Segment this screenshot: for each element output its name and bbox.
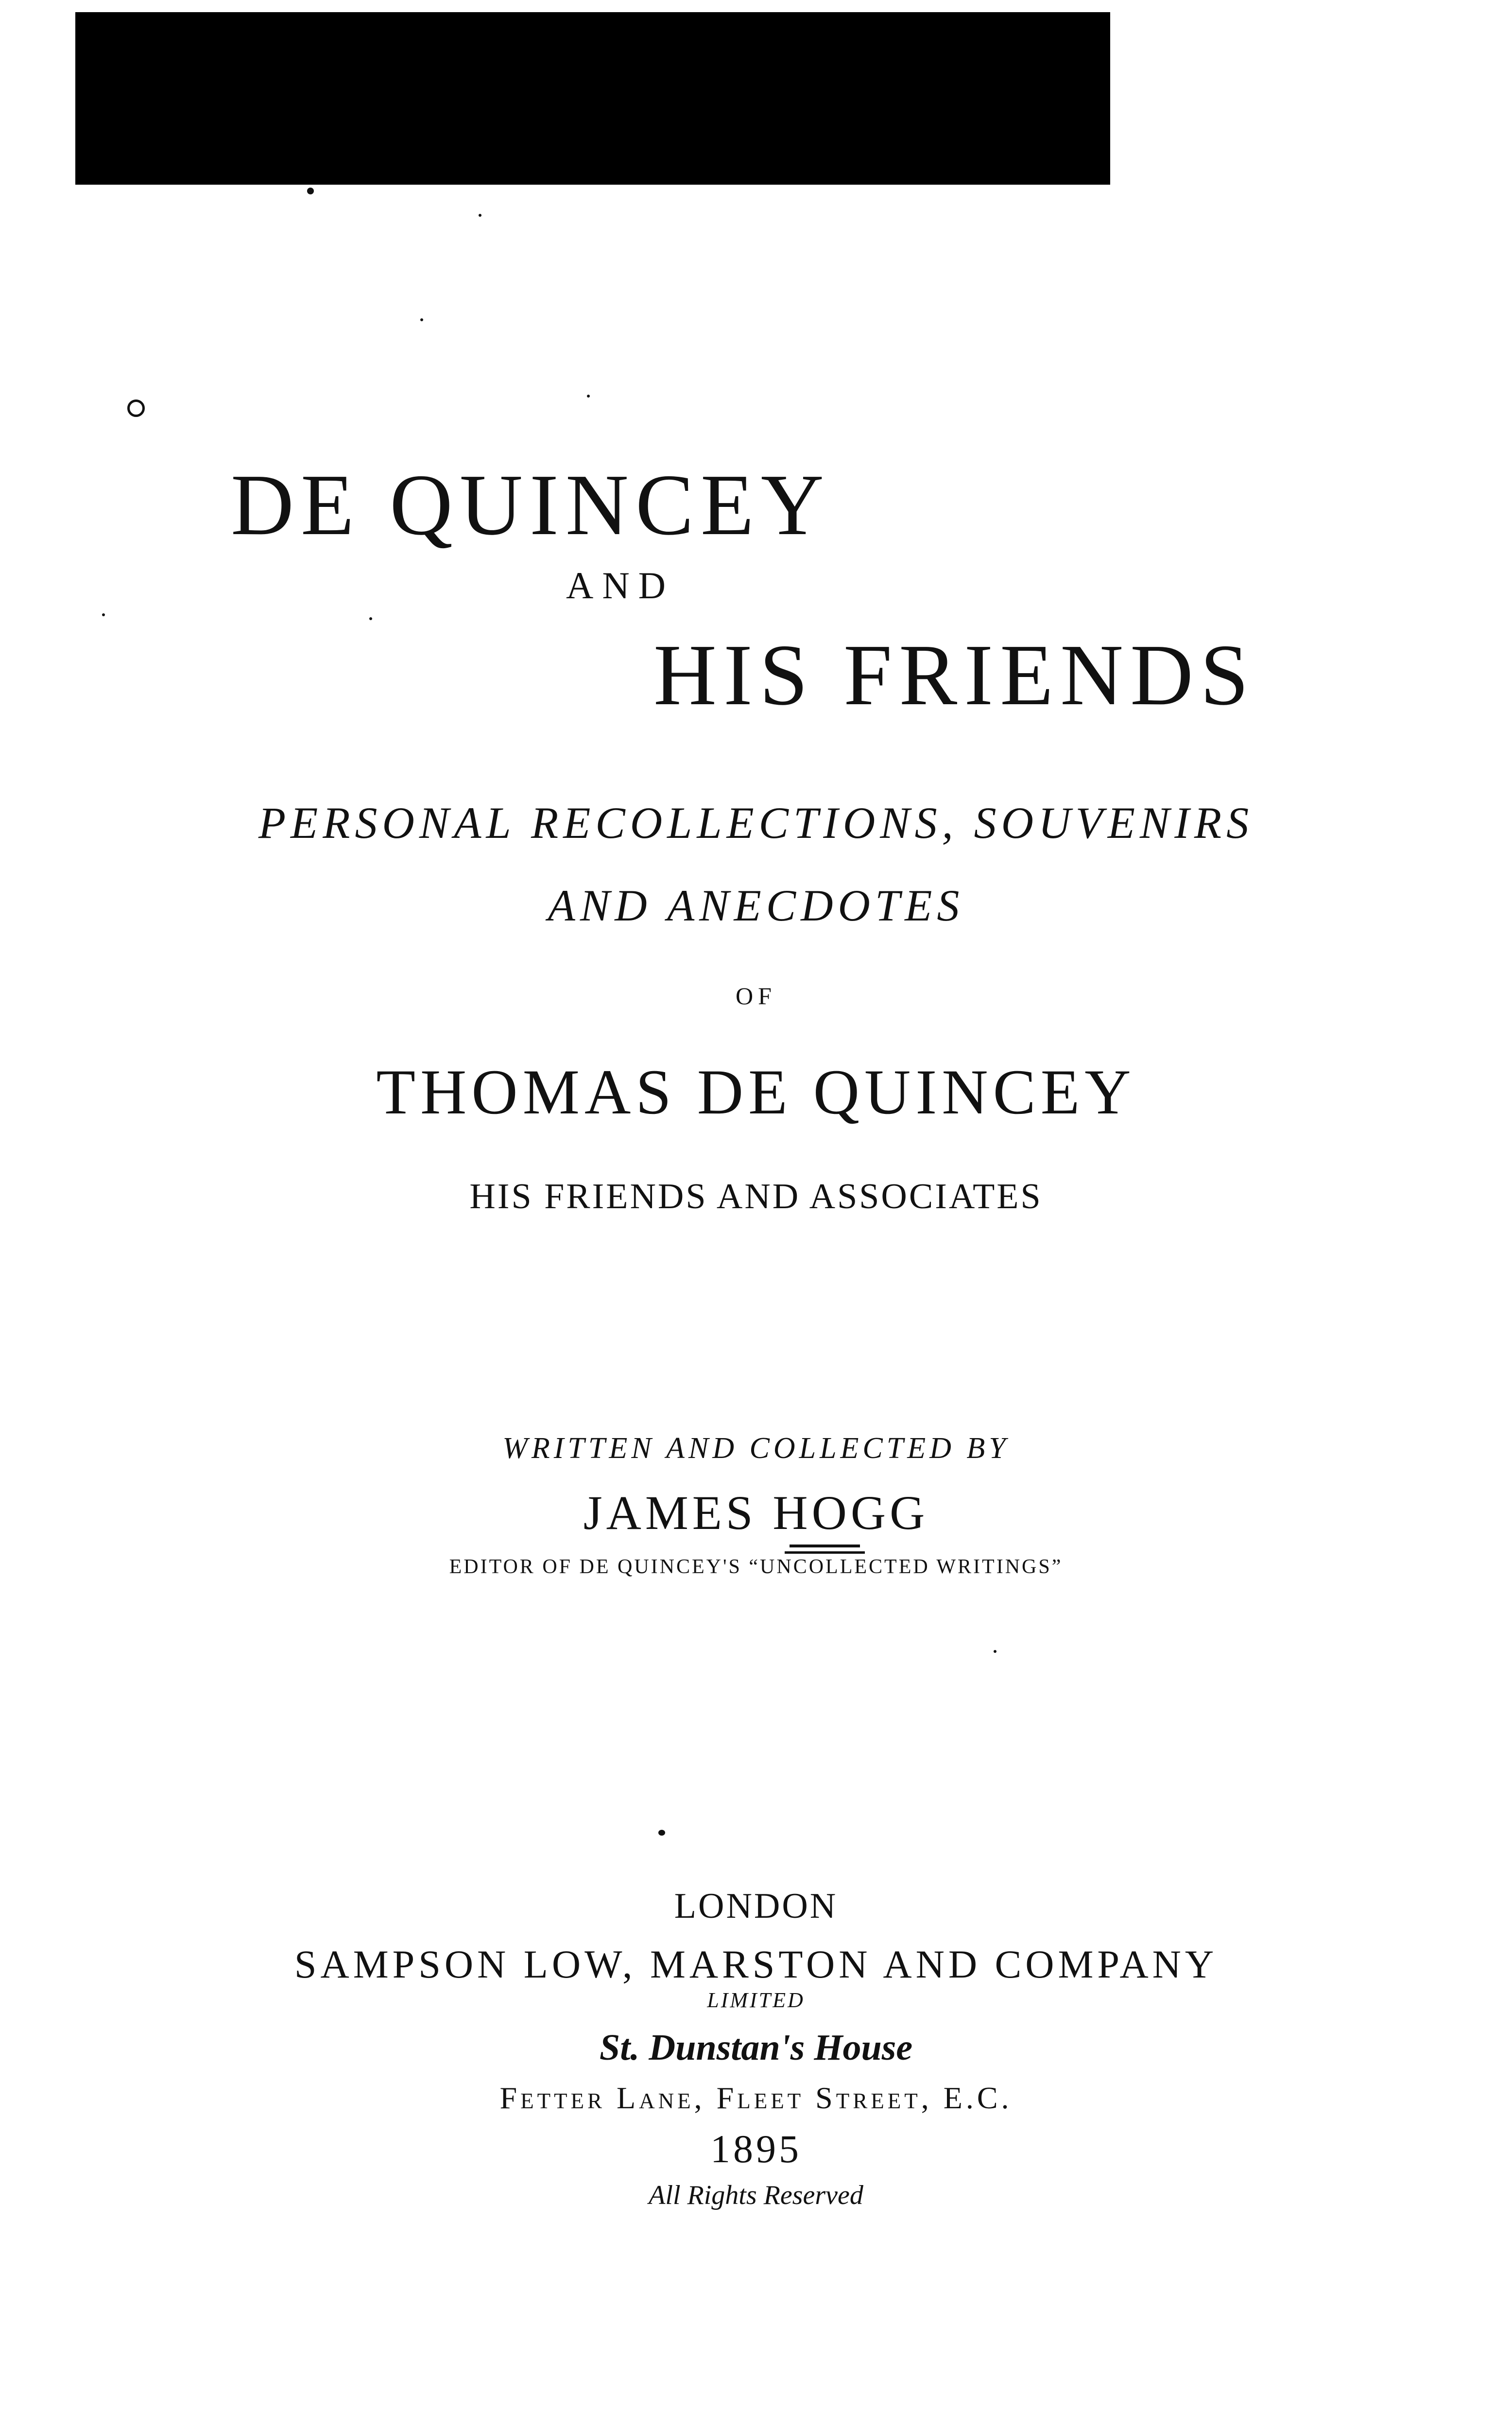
written-by-line: WRITTEN AND COLLECTED BY <box>502 1432 1010 1465</box>
author-note: EDITOR OF DE QUINCEY'S “UNCOLLECTED WRITINGS” <box>449 1556 1063 1578</box>
author-underline <box>785 1551 865 1554</box>
imprint-house: St. Dunstan's House <box>599 2027 913 2068</box>
subject-name: THOMAS DE QUINCEY <box>376 1056 1136 1128</box>
author-name: JAMES HOGG <box>583 1486 929 1540</box>
subject-subtitle: HIS FRIENDS AND ASSOCIATES <box>469 1177 1043 1216</box>
scan-speck <box>479 214 481 217</box>
author-underline <box>790 1545 860 1547</box>
subtitle-line-2: AND ANECDOTES <box>548 881 964 930</box>
subtitle-of: OF <box>736 982 776 1009</box>
scan-speck <box>369 617 372 620</box>
scan-speck <box>420 318 423 321</box>
scan-speck <box>102 613 105 616</box>
subtitle-line-1: PERSONAL RECOLLECTIONS, SOUVENIRS <box>258 798 1254 848</box>
imprint-year: 1895 <box>710 2127 802 2171</box>
scan-speck <box>587 395 590 398</box>
scan-speck <box>994 1650 997 1653</box>
scan-speck <box>658 1830 665 1836</box>
title-conjunction: AND <box>566 564 674 607</box>
imprint-address: Fetter Lane, Fleet Street, E.C. <box>499 2081 1013 2115</box>
imprint-limited: LIMITED <box>707 1988 805 2012</box>
scan-speck <box>127 399 145 417</box>
scan-speck <box>307 188 314 194</box>
title-line-1: DE QUINCEY <box>231 456 831 553</box>
rights-notice: All Rights Reserved <box>649 2180 863 2210</box>
title-line-3: HIS FRIENDS <box>653 626 1256 723</box>
redaction-block <box>75 12 1110 185</box>
imprint-publisher: SAMPSON LOW, MARSTON AND COMPANY <box>294 1942 1218 1986</box>
imprint-city: LONDON <box>674 1886 838 1926</box>
